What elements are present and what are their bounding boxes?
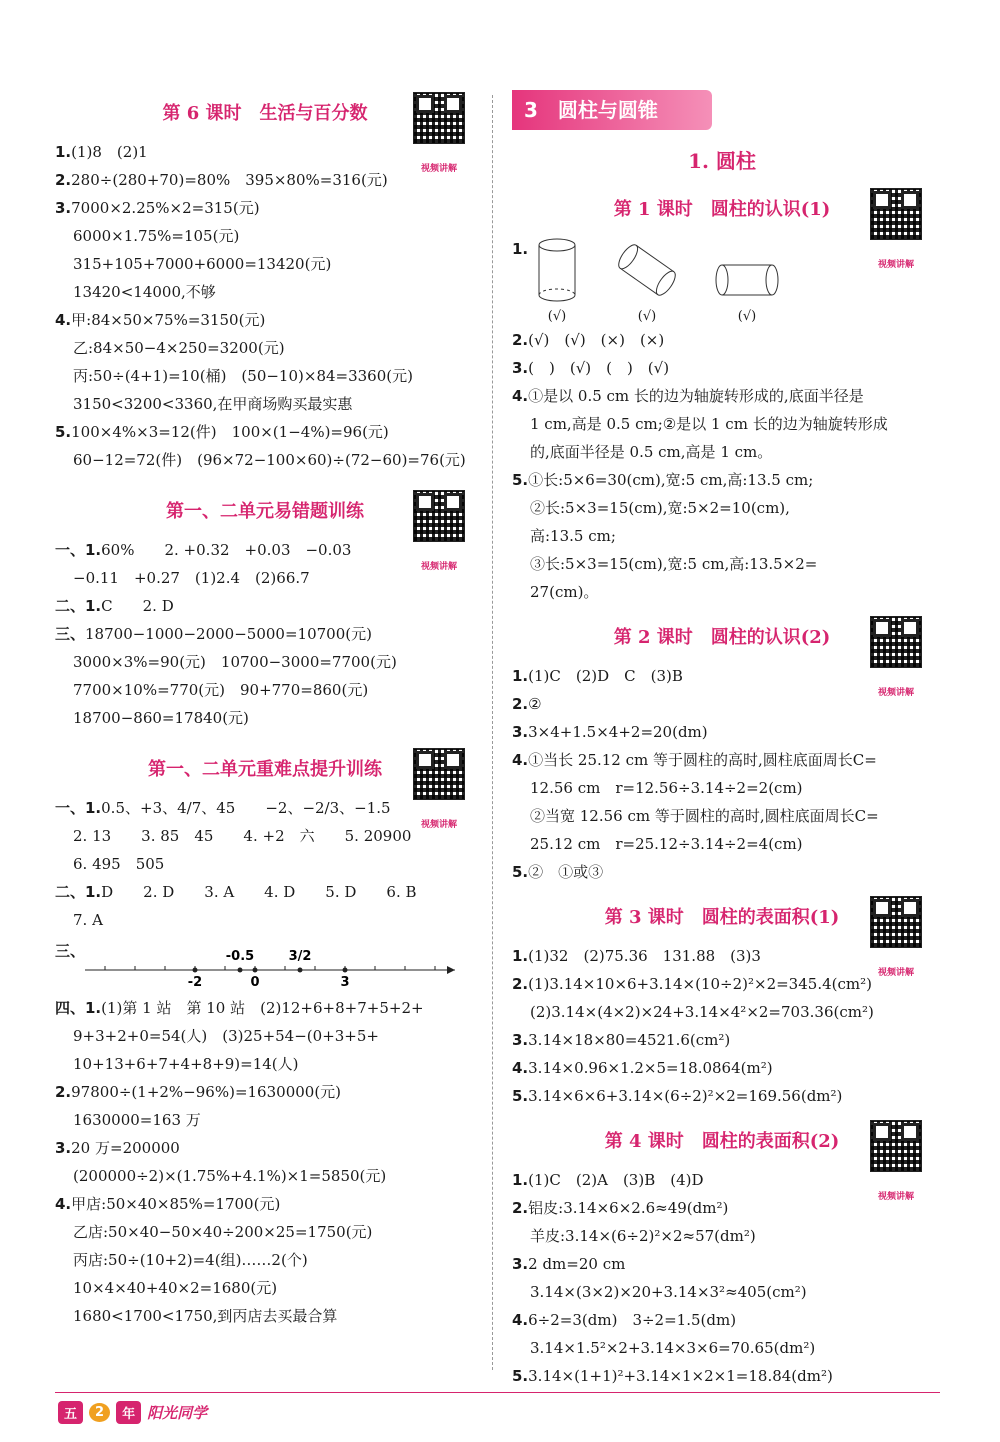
answer-line	[512, 438, 932, 466]
answer-text: 2 dm=20 cm	[528, 1255, 626, 1273]
qr-icon	[413, 92, 465, 144]
answer-text: 甲:84×50×75%=3150(元)	[71, 311, 266, 329]
qr-icon	[870, 188, 922, 240]
answer-line	[55, 138, 475, 166]
answer-text: 3.14×18×80=4521.6(cm²)	[528, 1031, 731, 1049]
section-title-text: 第 2 课时 圆柱的认识(2)	[613, 627, 831, 648]
answer-line	[512, 494, 932, 522]
question-number: 3.	[512, 1255, 529, 1273]
answer-text: 丙店:50÷(10+2)=4(组)……2(个)	[73, 1251, 308, 1269]
question-number: 3.	[512, 359, 529, 377]
answer-line	[55, 334, 475, 362]
answer-text: (√) (√) (×) (×)	[528, 331, 665, 349]
question-number: 一、1.	[55, 799, 102, 817]
answer-text: 9+3+2+0=54(人) (3)25+54−(0+3+5+	[73, 1027, 379, 1045]
answer-line	[512, 1278, 932, 1306]
qr-caption: 视频讲解	[420, 820, 457, 830]
qr-code[interactable]	[413, 92, 465, 193]
answer-line	[512, 1362, 932, 1390]
section-title-text: 第一、二单元重难点提升训练	[148, 759, 382, 780]
answer-text: 甲店:50×40×85%=1700(元)	[71, 1195, 281, 1213]
answer-line	[512, 746, 932, 774]
question-number: 2.	[512, 695, 529, 713]
answer-line	[512, 802, 932, 830]
answer-list	[512, 1166, 932, 1390]
answer-text: 1630000=163 万	[73, 1111, 201, 1129]
question-number: 5.	[512, 471, 529, 489]
answer-line	[55, 390, 475, 418]
answer-text: 100×4%×3=12(件) 100×(1−4%)=96(元)	[71, 423, 389, 441]
qr-caption: 视频讲解	[877, 260, 914, 270]
page-number: 2	[89, 1403, 110, 1422]
number-point	[298, 968, 303, 973]
answer-line	[512, 1054, 932, 1082]
answer-line	[512, 382, 932, 410]
answer-mark: (√)	[637, 309, 657, 324]
answer-line	[512, 1026, 932, 1054]
answer-text: 60% 2. +0.32 +0.03 −0.03	[101, 541, 352, 559]
section-title-text: 第一、二单元易错题训练	[166, 501, 364, 522]
brand-logo: 阳光同学	[147, 1403, 208, 1422]
question-number: 5.	[512, 1087, 529, 1105]
qr-caption: 视频讲解	[877, 688, 914, 698]
answer-text: ③长:5×3=15(cm),宽:5 cm,高:13.5×2=	[530, 555, 818, 573]
answer-text: 6000×1.75%=105(元)	[73, 227, 240, 245]
answer-text: 2. 13 3. 85 45 4. +2 六 5. 20900	[73, 827, 412, 845]
question-number: 3.	[55, 199, 72, 217]
answer-text: ①是以 0.5 cm 长的边为轴旋转形成的,底面半径是	[528, 387, 864, 405]
answer-line	[55, 1190, 475, 1218]
answer-text: (2)3.14×(4×2)×24+3.14×4²×2=703.36(cm²)	[530, 1003, 874, 1021]
page-footer	[58, 1398, 207, 1426]
answer-text: 3.14×1.5²×2+3.14×3×6=70.65(dm²)	[530, 1339, 816, 1357]
answer-text: 3.14×(3×2)×20+3.14×3²≈405(cm²)	[530, 1283, 807, 1301]
answer-text: 铝皮:3.14×6×2.6≈49(dm²)	[528, 1199, 729, 1217]
question-number: 1.	[512, 240, 529, 258]
question-number: 4.	[512, 1059, 529, 1077]
horizontal-cylinder-icon	[712, 255, 782, 305]
arrow-icon	[447, 966, 455, 974]
question-number: 2.	[512, 1199, 529, 1217]
answer-line	[55, 620, 475, 648]
unit-subtitle: 1. 圆柱	[688, 149, 756, 173]
answer-text: C 2. D	[101, 597, 174, 615]
answer-line	[512, 718, 932, 746]
answer-text: 7700×10%=770(元) 90+770=860(元)	[73, 681, 369, 699]
question-number: 4.	[55, 1195, 72, 1213]
answer-text: 3.14×(1+1)²+3.14×1×2×1=18.84(dm²)	[528, 1367, 833, 1385]
answer-list	[512, 942, 932, 1110]
answer-text: (1)8 (2)1	[71, 143, 148, 161]
answer-line	[55, 446, 475, 474]
qr-code[interactable]	[870, 616, 922, 717]
answer-line	[512, 690, 932, 718]
answer-text: 13420<14000,不够	[73, 283, 216, 301]
qr-caption: 视频讲解	[420, 562, 457, 572]
section-title	[512, 186, 932, 270]
answer-line	[55, 166, 475, 194]
tick-label: 0	[250, 975, 260, 990]
answer-line	[55, 1022, 475, 1050]
section-title-text: 第 1 课时 圆柱的认识(1)	[613, 199, 831, 220]
answer-line	[55, 1106, 475, 1134]
answer-text: ②	[528, 695, 542, 713]
section-title-text: 第 6 课时 生活与百分数	[162, 103, 368, 124]
answer-text: (1)C (2)A (3)B (4)D	[528, 1171, 704, 1189]
answer-text: (1)3.14×10×6+3.14×(10÷2)²×2=345.4(cm²)	[528, 975, 872, 993]
number-point	[343, 968, 348, 973]
question-number: 5.	[55, 423, 72, 441]
question-number: 4.	[55, 311, 72, 329]
qr-code[interactable]	[870, 1120, 922, 1221]
cylinder-row	[512, 234, 932, 324]
column-divider	[492, 95, 493, 1370]
number-point	[253, 968, 258, 973]
answer-text: 7. A	[73, 911, 103, 929]
answer-text: (1)第 1 站 第 10 站 (2)12+6+8+7+5+2+	[101, 999, 424, 1017]
answer-line	[512, 830, 932, 858]
answer-line	[55, 822, 475, 850]
answer-line	[512, 970, 932, 998]
question-number: 5.	[512, 863, 529, 881]
answer-line	[512, 858, 932, 886]
number-point	[193, 968, 198, 973]
question-number: 二、1.	[55, 597, 102, 615]
question-number: 4.	[512, 1311, 529, 1329]
answer-line	[512, 1334, 932, 1362]
answer-line	[55, 1134, 475, 1162]
answer-text: 乙店:50×40−50×40÷200×25=1750(元)	[73, 1223, 373, 1241]
answer-line	[55, 648, 475, 676]
question-number: 三、	[55, 625, 86, 643]
qr-caption: 视频讲解	[877, 968, 914, 978]
answer-line	[512, 1306, 932, 1334]
answer-text: 的,底面半径是 0.5 cm,高是 1 cm。	[530, 443, 773, 461]
answer-line	[512, 662, 932, 690]
answer-line	[55, 676, 475, 704]
answer-text: 60−12=72(件) (96×72−100×60)÷(72−60)=76(元)	[73, 451, 466, 469]
answer-line	[512, 1082, 932, 1110]
tick-label: 3	[340, 975, 350, 990]
question-number: 3.	[512, 1031, 529, 1049]
answer-text: 10×4×40+40×2=1680(元)	[73, 1279, 278, 1297]
question-number: 四、1.	[55, 999, 102, 1017]
answer-text: 3150<3200<3360,在甲商场购买最实惠	[73, 395, 353, 413]
qr-icon	[870, 1120, 922, 1172]
answer-line	[512, 1194, 932, 1222]
answer-line	[512, 998, 932, 1026]
answer-text: ①当长 25.12 cm 等于圆柱的高时,圆柱底面周长C=	[528, 751, 877, 769]
answer-line	[55, 592, 475, 620]
answer-text: 7000×2.25%×2=315(元)	[71, 199, 260, 217]
chapter-banner: 3 圆柱与圆锥	[512, 90, 712, 130]
cylinder-figure	[612, 235, 682, 324]
answer-line	[55, 194, 475, 222]
answer-list	[512, 326, 932, 606]
question-number: 4.	[512, 751, 529, 769]
answer-text: 丙:50÷(4+1)=10(桶) (50−10)×84=3360(元)	[73, 367, 413, 385]
answer-text: 18700−860=17840(元)	[73, 709, 249, 727]
cylinder-figure	[532, 235, 582, 324]
question-number: 3.	[512, 723, 529, 741]
answer-text: 乙:84×50−4×250=3200(元)	[73, 339, 285, 357]
cylinder-figure	[712, 255, 782, 324]
question-number: 2.	[55, 171, 72, 189]
answer-line	[55, 1050, 475, 1078]
answer-text: 3×4+1.5×4+2=20(dm)	[528, 723, 708, 741]
answer-line	[55, 1078, 475, 1106]
answer-text: −0.11 +0.27 (1)2.4 (2)66.7	[73, 569, 310, 587]
answer-line	[512, 1250, 932, 1278]
answer-text: 20 万=200000	[71, 1139, 180, 1157]
answer-line	[55, 850, 475, 878]
question-number: 1.	[512, 947, 529, 965]
qr-code[interactable]	[413, 748, 465, 849]
answer-text: 18700−1000−2000−5000=10700(元)	[85, 625, 372, 643]
number-line	[55, 934, 475, 994]
qr-icon	[413, 748, 465, 800]
answer-line	[55, 278, 475, 306]
answer-line	[512, 522, 932, 550]
answer-line	[512, 1166, 932, 1194]
answer-list	[55, 994, 475, 1330]
answer-text: 羊皮:3.14×(6÷2)²×2≈57(dm²)	[530, 1227, 756, 1245]
answer-line	[512, 578, 932, 606]
answer-line	[55, 1274, 475, 1302]
answer-line	[55, 704, 475, 732]
answer-text: 6. 495 505	[73, 855, 165, 873]
answer-line	[512, 774, 932, 802]
answer-line	[55, 306, 475, 334]
question-number: 1.	[512, 667, 529, 685]
tick-label: -0.5	[225, 949, 255, 964]
answer-text: ①长:5×6=30(cm),宽:5 cm,高:13.5 cm;	[528, 471, 814, 489]
qr-caption: 视频讲解	[877, 1192, 914, 1202]
qr-caption: 视频讲解	[420, 164, 457, 174]
answer-text: 97800÷(1+2%−96%)=1630000(元)	[71, 1083, 342, 1101]
answer-text: 3.14×0.96×1.2×5=18.0864(m²)	[528, 1059, 773, 1077]
answer-line	[512, 354, 932, 382]
tick-label: -2	[187, 975, 203, 990]
question-number: 1.	[55, 143, 72, 161]
term-badge: 年	[116, 1401, 141, 1424]
question-number: 1.	[512, 1171, 529, 1189]
answer-line	[55, 418, 475, 446]
qr-icon	[870, 896, 922, 948]
answer-text: ( ) (√) ( ) (√)	[528, 359, 670, 377]
answer-text: (1)C (2)D C (3)B	[528, 667, 683, 685]
answer-line	[512, 550, 932, 578]
answer-text: 27(cm)。	[530, 583, 599, 601]
section-title-text: 第 4 课时 圆柱的表面积(2)	[604, 1131, 840, 1152]
answer-line	[55, 564, 475, 592]
answer-text: 高:13.5 cm;	[530, 527, 616, 545]
question-number: 2.	[512, 331, 529, 349]
grade-badge: 五	[58, 1401, 83, 1424]
cylinder-figures	[512, 234, 932, 326]
answer-line	[55, 794, 475, 822]
answer-line	[512, 326, 932, 354]
answer-line	[55, 536, 475, 564]
answer-text: (1)32 (2)75.36 131.88 (3)3	[528, 947, 761, 965]
answer-line	[512, 942, 932, 970]
answer-line	[55, 1302, 475, 1330]
answer-line	[512, 410, 932, 438]
footer-rule	[55, 1392, 940, 1393]
answer-list	[55, 536, 475, 732]
question-number: 3.	[55, 1139, 72, 1157]
qr-icon	[413, 490, 465, 542]
answer-line	[55, 1162, 475, 1190]
answer-text: ② ①或③	[528, 863, 604, 881]
left-column	[55, 90, 475, 1330]
question-number: 4.	[512, 387, 529, 405]
qr-icon	[870, 616, 922, 668]
answer-line	[55, 878, 475, 906]
answer-line	[512, 466, 932, 494]
question-number: 二、1.	[55, 883, 102, 901]
answer-list	[55, 794, 475, 934]
answer-text: ②长:5×3=15(cm),宽:5×2=10(cm),	[530, 499, 790, 517]
question-number: 一、1.	[55, 541, 102, 559]
right-column	[512, 90, 932, 1390]
answer-mark: (√)	[737, 309, 757, 324]
answer-line	[55, 906, 475, 934]
answer-line	[512, 1222, 932, 1250]
answer-text: ②当宽 12.56 cm 等于圆柱的高时,圆柱底面周长C=	[530, 807, 879, 825]
answer-line	[55, 994, 475, 1022]
answer-text: 315+105+7000+6000=13420(元)	[73, 255, 332, 273]
answer-text: 1 cm,高是 0.5 cm;②是以 1 cm 长的边为轴旋转形成	[530, 415, 888, 433]
answer-text: 0.5、+3、4/7、45 −2、−2/3、−1.5	[101, 799, 391, 817]
section-title-text: 第 3 课时 圆柱的表面积(1)	[604, 907, 840, 928]
answer-text: D 2. D 3. A 4. D 5. D 6. B	[101, 883, 417, 901]
qr-code[interactable]	[413, 490, 465, 591]
answer-text: 280÷(280+70)=80% 395×80%=316(元)	[71, 171, 388, 189]
answer-text: (200000÷2)×(1.75%+4.1%)×1=5850(元)	[73, 1167, 387, 1185]
qr-code[interactable]	[870, 896, 922, 997]
upright-cylinder-icon	[532, 235, 582, 305]
number-line-svg	[75, 934, 475, 994]
answer-text: 12.56 cm r=12.56÷3.14÷2=2(cm)	[530, 779, 803, 797]
question-number: 2.	[512, 975, 529, 993]
answer-text: 3000×3%=90(元) 10700−3000=7700(元)	[73, 653, 397, 671]
answer-text: 6÷2=3(dm) 3÷2=1.5(dm)	[528, 1311, 737, 1329]
answer-text: 25.12 cm r=25.12÷3.14÷2=4(cm)	[530, 835, 803, 853]
number-point	[238, 968, 243, 973]
question-number: 三、	[55, 942, 86, 960]
answer-text: 10+13+6+7+4+8+9)=14(人)	[73, 1055, 299, 1073]
answer-list	[55, 138, 475, 474]
answer-text: 3.14×6×6+3.14×(6÷2)²×2=169.56(dm²)	[528, 1087, 843, 1105]
answer-line	[55, 222, 475, 250]
answer-mark: (√)	[547, 309, 567, 324]
answer-list	[512, 662, 932, 886]
answer-line	[55, 1246, 475, 1274]
question-number: 5.	[512, 1367, 529, 1385]
question-number: 2.	[55, 1083, 72, 1101]
answer-line	[55, 362, 475, 390]
answer-line	[55, 250, 475, 278]
answer-line	[55, 1218, 475, 1246]
tick-label: 3/2	[288, 949, 312, 964]
answer-text: 1680<1700<1750,到丙店去买最合算	[73, 1307, 338, 1325]
tilted-cylinder-icon	[612, 235, 682, 305]
